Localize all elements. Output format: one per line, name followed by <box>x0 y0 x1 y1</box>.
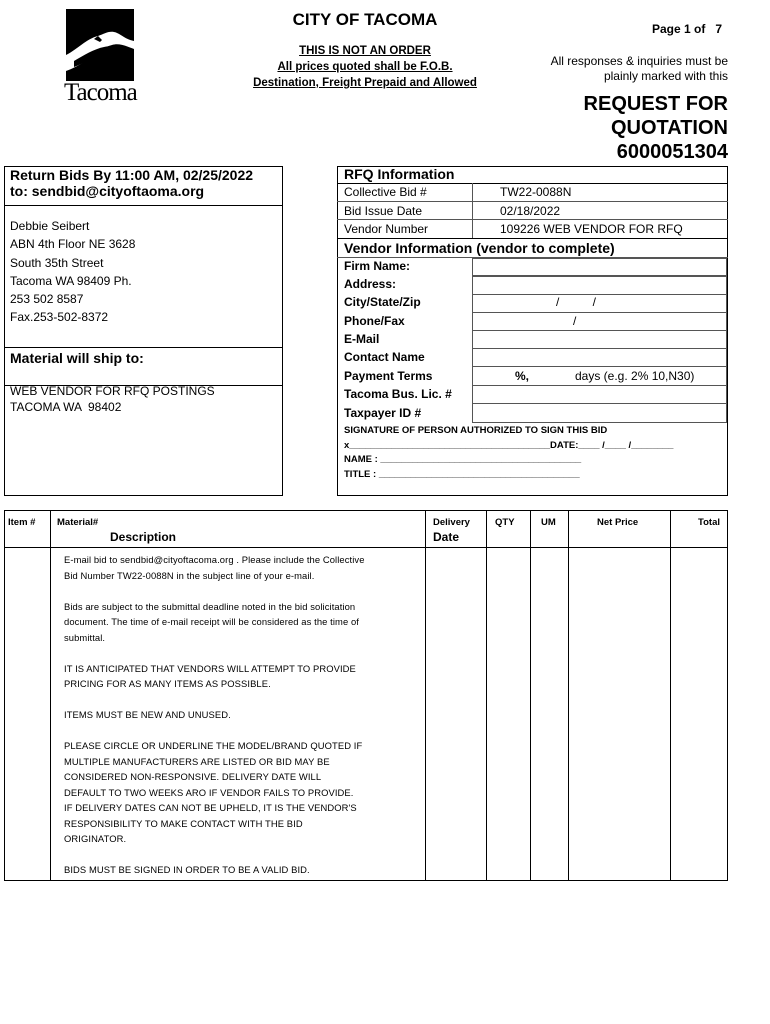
description-line: MULTIPLE MANUFACTURERS ARE LISTED OR BID MAY BE <box>64 755 330 767</box>
rfq-row-line <box>337 219 728 220</box>
column-divider <box>50 510 51 881</box>
contact-line: 253 502 8587 <box>10 292 84 307</box>
return-bids-deadline: Return Bids By 11:00 AM, 02/25/2022 <box>10 167 254 183</box>
rfq-label-issue-date: Bid Issue Date <box>344 204 423 218</box>
city-logo <box>64 9 136 113</box>
column-divider <box>670 510 671 881</box>
header-qty: QTY <box>495 517 515 528</box>
ship-to-line-2: TACOMA WA 98402 <box>10 400 122 414</box>
description-spacer <box>64 847 420 863</box>
rfq-value-issue-date: 02/18/2022 <box>500 204 561 218</box>
description-line: PLEASE CIRCLE OR UNDERLINE THE MODEL/BRAND QUOTED IF <box>64 740 363 751</box>
header-material: Material# <box>57 517 99 528</box>
description-line: RESPONSIBILITY TO MAKE CONTACT WITH THE BID <box>64 817 303 829</box>
address-field[interactable] <box>472 276 727 295</box>
bus-lic-field[interactable] <box>472 385 727 404</box>
rfq-value-collective-bid: TW22-0088N <box>500 185 572 199</box>
description-line: BIDS MUST BE SIGNED IN ORDER TO BE A VALID BID. <box>64 864 310 875</box>
description-spacer <box>64 723 420 739</box>
signature-date-line[interactable]: x______________________________________DATE:____ /____ /________ <box>344 440 674 451</box>
header-um: UM <box>541 517 556 528</box>
signature-title-line[interactable]: TITLE : ______________________________________ <box>344 469 580 480</box>
responses-line-1: All responses & inquiries must be <box>550 54 728 68</box>
description-line: IF DELIVERY DATES CAN NOT BE UPHELD, IT IS THE VENDOR'S <box>64 802 357 813</box>
city-state-zip-field[interactable] <box>472 294 727 313</box>
rfq-column-divider <box>472 183 473 238</box>
responses-line-2: plainly marked with this <box>603 69 728 83</box>
header-description: Description <box>110 530 177 544</box>
table-header-divider <box>4 547 728 548</box>
phone-fax-separator: / <box>573 314 577 328</box>
description-line: Bids are subject to the submittal deadline noted in the bid solicitation <box>64 600 356 612</box>
rfq-info-heading: RFQ Information <box>344 166 455 182</box>
contact-name-field[interactable] <box>472 348 727 367</box>
description-line: document. The time of e-mail receipt will be considered as the time of <box>64 616 359 627</box>
header-delivery: Delivery <box>433 517 470 528</box>
column-divider <box>486 510 487 881</box>
column-divider <box>530 510 531 881</box>
vendor-label-phone-fax: Phone/Fax <box>344 314 405 328</box>
header-total: Total <box>698 517 720 528</box>
fob-line-2: Destination, Freight Prepaid and Allowed <box>253 77 477 89</box>
payment-terms-days: days (e.g. 2% 10,N30) <box>575 369 695 383</box>
signature-heading: SIGNATURE OF PERSON AUTHORIZED TO SIGN THIS BID <box>344 425 608 436</box>
phone-fax-field[interactable] <box>472 312 727 331</box>
description-line: PRICING FOR AS MANY ITEMS AS POSSIBLE. <box>64 678 271 689</box>
fob-line-1: All prices quoted shall be F.O.B. <box>277 61 453 73</box>
return-bids-email: to: sendbid@cityoftaoma.org <box>10 183 205 199</box>
contact-line: South 35th Street <box>10 255 104 270</box>
vendor-label-contact-name: Contact Name <box>344 350 425 364</box>
rfq-row-line <box>337 201 728 202</box>
description-spacer <box>64 645 420 661</box>
logo-wordmark: Tacoma <box>64 79 137 106</box>
email-field[interactable] <box>472 330 727 349</box>
vendor-heading-top <box>337 238 728 239</box>
description-line: Bid Number TW22-0088N in the subject line of your e-mail. <box>64 569 315 581</box>
description-line: IT IS ANTICIPATED THAT VENDORS WILL ATTEMPT TO PROVIDE <box>64 662 356 674</box>
return-bids-box <box>4 166 283 496</box>
firm-name-field[interactable] <box>472 258 727 276</box>
vendor-label-address: Address: <box>344 277 397 291</box>
description-line: submittal. <box>64 631 106 643</box>
left-box-divider-1 <box>4 205 283 206</box>
taxpayer-id-field[interactable] <box>472 403 727 423</box>
left-box-divider-2 <box>4 347 283 348</box>
city-state-zip-separators: / / <box>556 295 597 309</box>
header-net-price: Net Price <box>597 517 639 528</box>
description-spacer <box>64 583 420 599</box>
vendor-label-city-state-zip: City/State/Zip <box>344 295 421 309</box>
signature-name-line[interactable]: NAME : ______________________________________ <box>344 454 582 465</box>
page-info: Page 1 of 7 <box>651 22 722 36</box>
vendor-label-email: E-Mail <box>344 332 380 346</box>
header-date: Date <box>433 530 460 544</box>
vendor-info-heading: Vendor Information (vendor to complete) <box>344 240 615 256</box>
description-line: ORIGINATOR. <box>64 833 127 844</box>
not-order-notice: THIS IS NOT AN ORDER <box>299 45 431 57</box>
description-line: ITEMS MUST BE NEW AND UNUSED. <box>64 709 231 720</box>
contact-line: Fax.253-502-8372 <box>10 310 109 325</box>
contact-line: Tacoma WA 98409 Ph. <box>10 273 132 288</box>
rfq-title-line-2: QUOTATION <box>610 117 728 139</box>
rfq-number: 6000051304 <box>616 141 728 163</box>
description-line: DEFAULT TO TWO WEEKS ARO IF VENDOR FAILS TO PROVIDE. <box>64 786 354 798</box>
rfq-title-line-1: REQUEST FOR <box>583 93 728 115</box>
ship-to-heading: Material will ship to: <box>10 350 144 366</box>
payment-terms-percent: %, <box>515 369 530 383</box>
contact-block <box>10 217 135 327</box>
description-text <box>64 552 420 878</box>
rfq-heading-divider <box>337 183 728 184</box>
mountain-logo-graphic <box>64 9 136 89</box>
rfq-value-vendor-number: 109226 WEB VENDOR FOR RFQ <box>500 222 683 236</box>
vendor-label-payment-terms: Payment Terms <box>344 369 433 383</box>
vendor-label-bus-lic: Tacoma Bus. Lic. # <box>344 387 452 401</box>
column-divider <box>568 510 569 881</box>
rfq-label-collective-bid: Collective Bid # <box>344 185 427 199</box>
column-divider <box>425 510 426 881</box>
ship-to-line-1: WEB VENDOR FOR RFQ POSTINGS <box>10 384 215 398</box>
vendor-label-taxpayer-id: Taxpayer ID # <box>344 406 422 420</box>
contact-line: ABN 4th Floor NE 3628 <box>10 237 136 252</box>
description-line: CONSIDERED NON-RESPONSIVE. DELIVERY DATE WILL <box>64 771 322 782</box>
vendor-label-firm-name: Firm Name: <box>344 259 411 273</box>
city-title: CITY OF TACOMA <box>292 10 438 29</box>
description-spacer <box>64 692 420 708</box>
rfq-label-vendor-number: Vendor Number <box>344 222 429 236</box>
header-item: Item # <box>8 517 36 528</box>
contact-line: Debbie Seibert <box>10 219 90 233</box>
description-line: E-mail bid to sendbid@cityoftacoma.org . Please include the Collective <box>64 554 365 565</box>
